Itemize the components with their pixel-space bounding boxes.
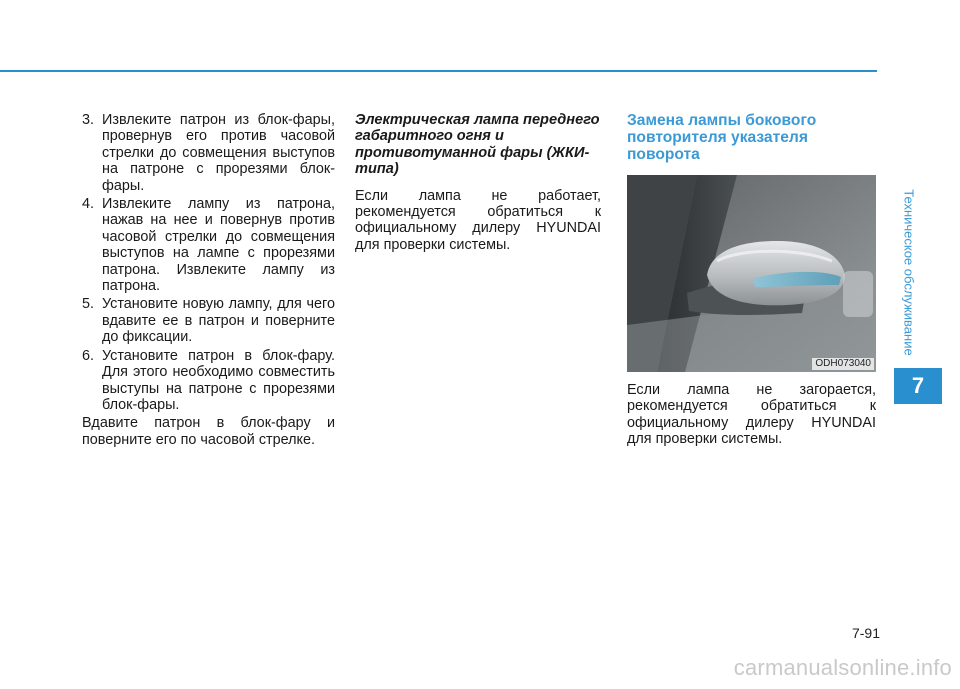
- chapter-tab: 7: [894, 368, 942, 404]
- side-mirror-illustration: [627, 175, 876, 372]
- side-repeater-heading: Замена лампы бокового повторителя указателя поворота: [627, 112, 817, 163]
- step-number: 5.: [82, 296, 95, 313]
- steps-list: [82, 112, 335, 413]
- step-5: [82, 296, 335, 345]
- step-3: [82, 112, 335, 194]
- step-text: Извлеките лампу из патрона, нажав на нее и повернув против часовой стрелки до совмещения выступов на лампе с прорезями патрона. Извлеките лампу из патрона.: [102, 196, 335, 295]
- left-column: [82, 112, 335, 448]
- right-column: [627, 112, 876, 448]
- section-title-text: Техническое обслуживание: [901, 188, 917, 356]
- position-lamp-body: Если лампа не работает, рекомендуется обратиться к официальному дилеру HYUNDAI для проверки системы.: [355, 187, 601, 253]
- middle-column: [355, 112, 601, 253]
- step-text: Установите патрон в блок-фару. Для этого необходимо совместить выступы на патроне с прорезями блок-фары.: [102, 347, 335, 413]
- closing-paragraph: Вдавите патрон в блок-фару и поверните его по часовой стрелке.: [82, 415, 335, 448]
- page-number: 7-91: [851, 625, 880, 641]
- watermark: carmanualsonline.info: [733, 655, 952, 680]
- step-4: [82, 196, 335, 294]
- step-text: Установите новую лампу, для чего вдавите ее в патрон и поверните до фиксации.: [102, 296, 335, 346]
- step-text: Извлеките патрон из блок-фары, провернув его против часовой стрелки до совмещения выступов на патроне с прорезями блок-фары.: [102, 112, 335, 194]
- photo-code: ODH073040: [812, 358, 874, 370]
- side-mirror-photo: [627, 175, 876, 372]
- side-repeater-body: Если лампа не загорается, рекомендуется обратиться к официальному дилеру HYUNDAI для проверки системы.: [627, 382, 876, 448]
- step-number: 3.: [82, 112, 95, 128]
- step-number: 4.: [82, 196, 95, 213]
- step-6: [82, 348, 335, 414]
- step-number: 6.: [82, 347, 95, 364]
- section-title-vertical: [896, 172, 922, 372]
- position-lamp-heading: Электрическая лампа переднего габаритного огня и противотуманной фары (ЖКИ-типа): [355, 112, 600, 178]
- top-divider: [0, 70, 877, 72]
